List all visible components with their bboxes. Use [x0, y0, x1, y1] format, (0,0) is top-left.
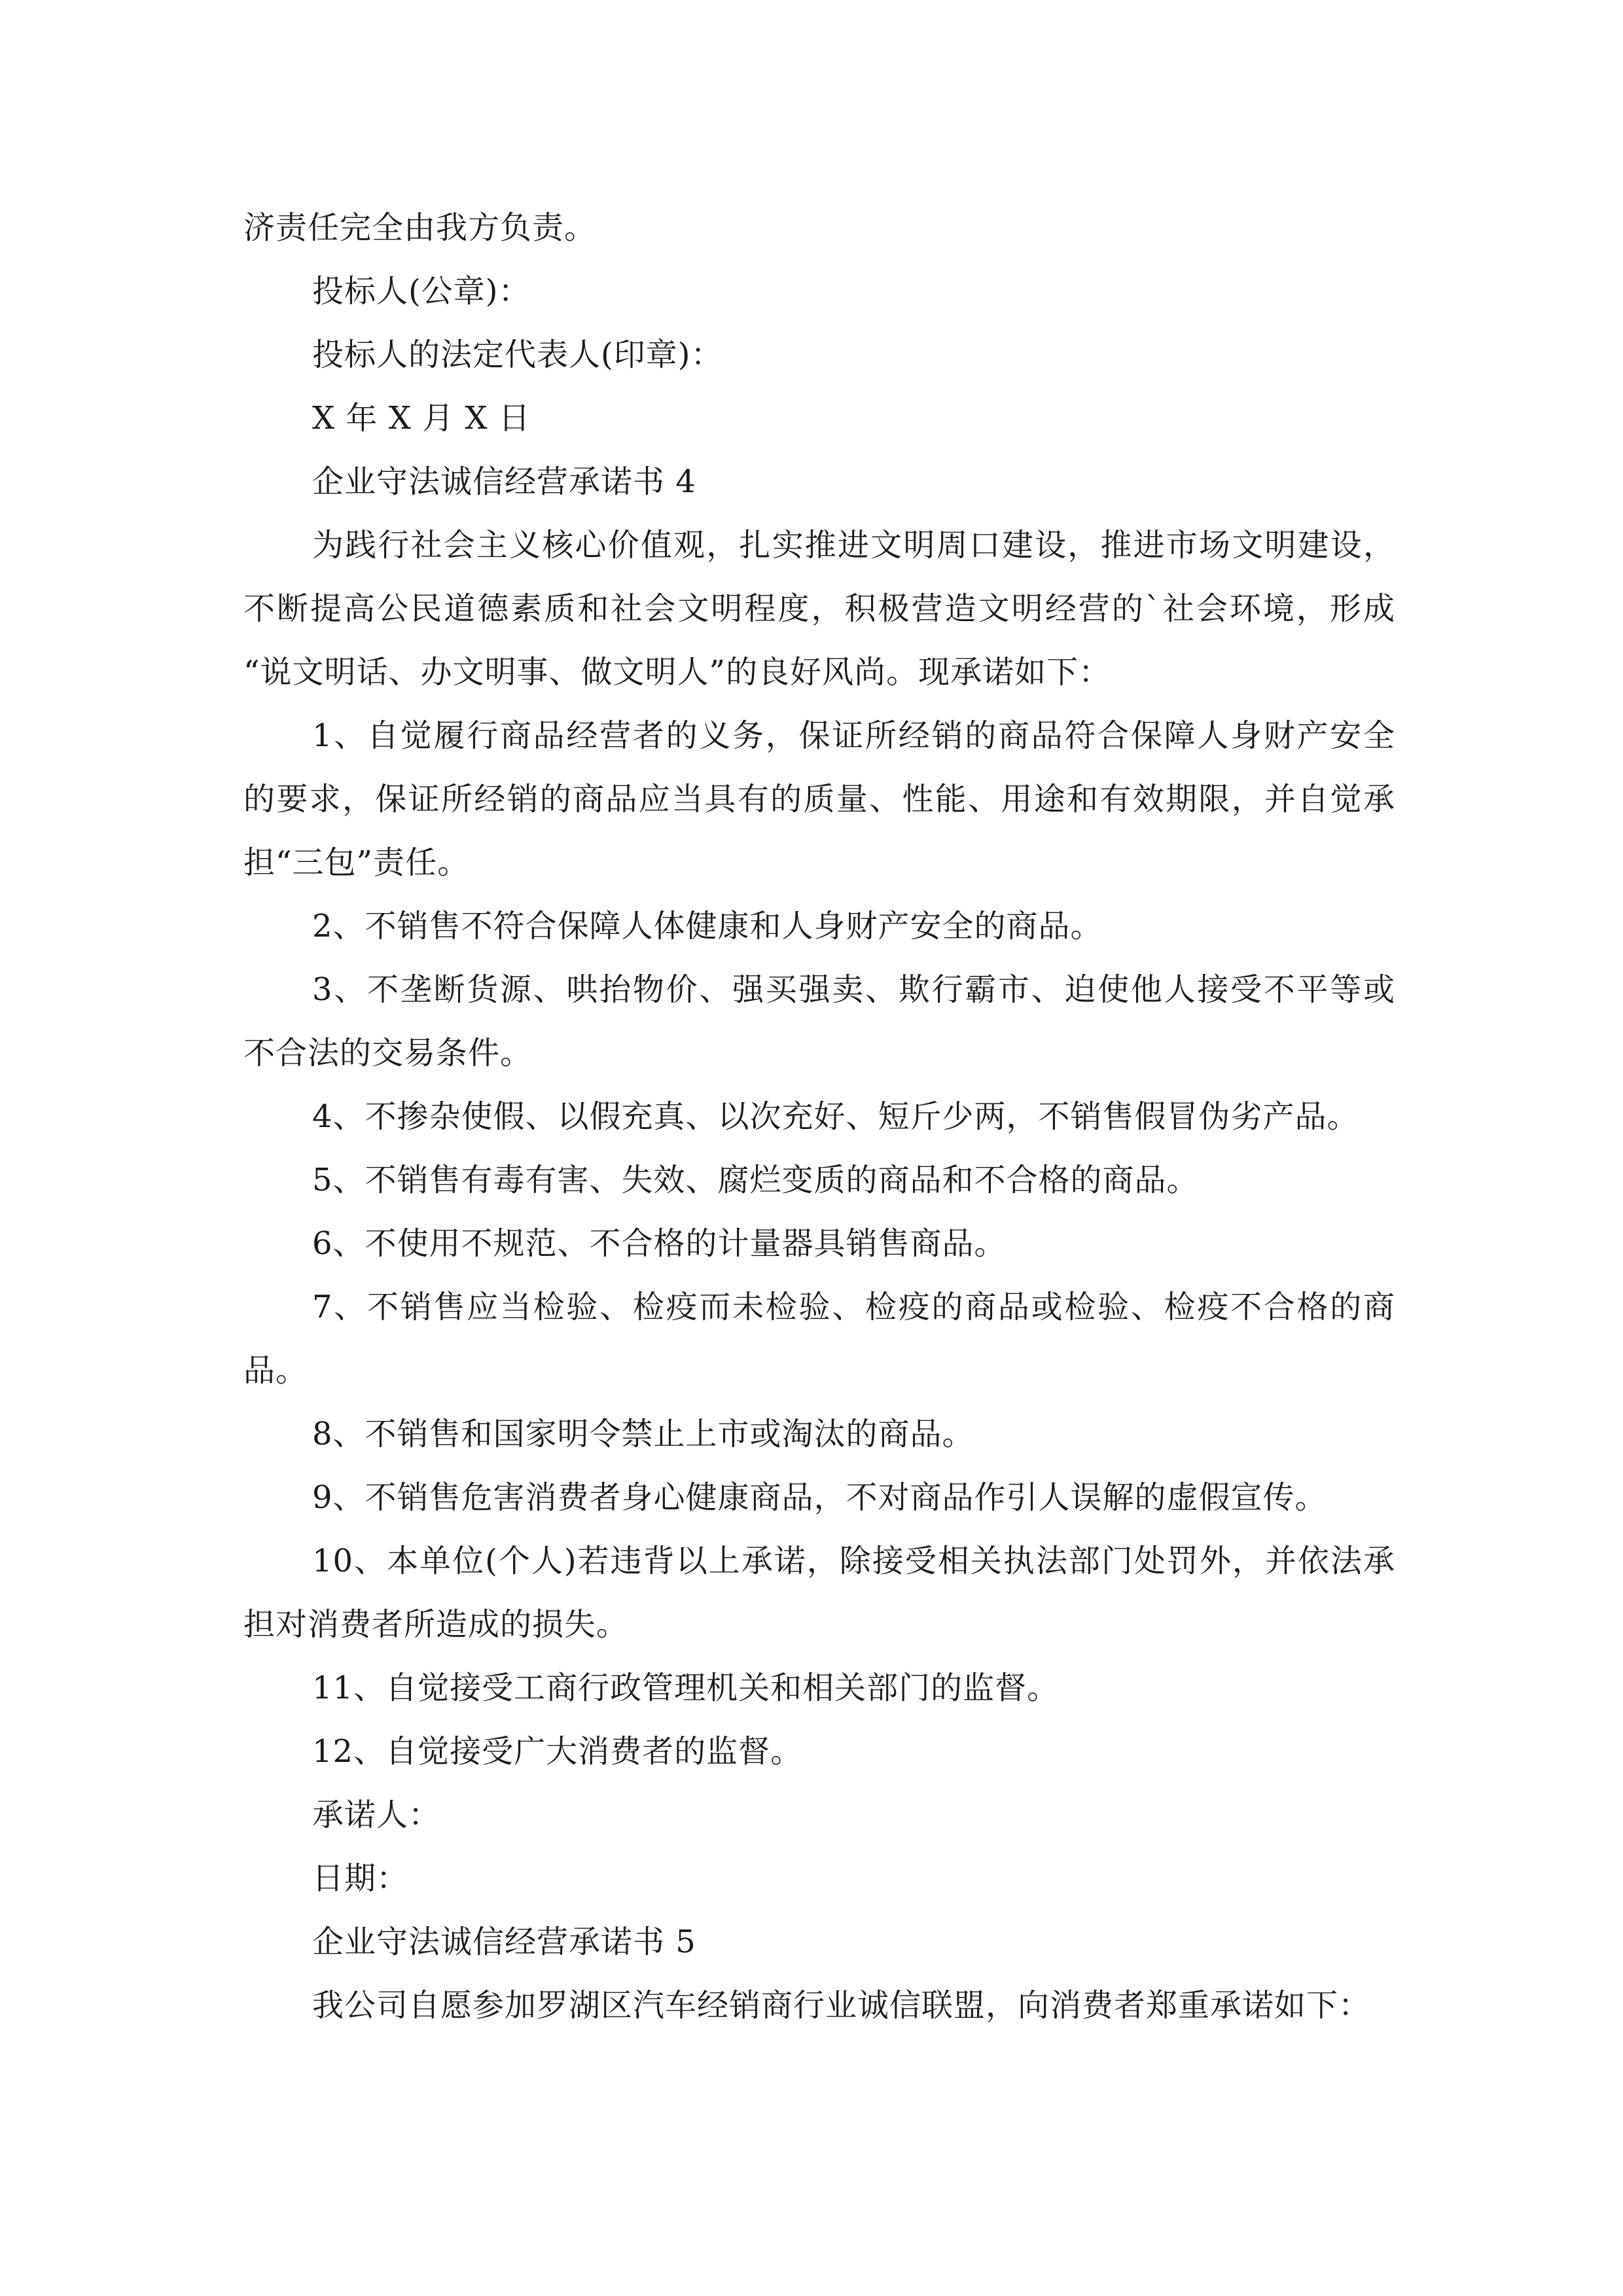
text-line: “说文明话、办文明事、做文明人”的良好风尚。现承诺如下： — [243, 654, 1111, 691]
document-body — [243, 196, 1395, 2037]
list-item: 4、不掺杂使假、以假充真、以次充好、短斤少两，不销售假冒伪劣产品。 — [312, 1098, 1359, 1135]
section-title: 企业守法诚信经营承诺书 4 — [312, 463, 696, 500]
section-title: 企业守法诚信经营承诺书 5 — [312, 1924, 696, 1960]
text-line: 品。 — [243, 1352, 308, 1389]
text-line: 不合法的交易条件。 — [243, 1035, 533, 1071]
list-item: 9、不销售危害消费者身心健康商品，不对商品作引人误解的虚假宣传。 — [312, 1479, 1327, 1516]
list-item: 8、不销售和国家明令禁止上市或淘汰的商品。 — [312, 1416, 974, 1452]
text-line: 担“三包”责任。 — [243, 844, 470, 881]
list-item: 11、自觉接受工商行政管理机关和相关部门的监督。 — [312, 1670, 1060, 1706]
list-item: 2、不销售不符合保障人体健康和人身财产安全的商品。 — [312, 908, 1103, 944]
date-label: 日期： — [312, 1860, 409, 1897]
text-line: 的要求，保证所经销的商品应当具有的质量、性能、用途和有效期限，并自觉承 — [243, 781, 1395, 817]
list-item: 3、不垄断货源、哄抬物价、强买强卖、欺行霸市、迫使他人接受不平等或 — [312, 971, 1395, 1008]
text-line: 投标人的法定代表人(印章)： — [312, 336, 723, 373]
date-line: X 年 X 月 X 日 — [312, 400, 531, 437]
text-line: 担对消费者所造成的损失。 — [243, 1606, 629, 1643]
list-item: 5、不销售有毒有害、失效、腐烂变质的商品和不合格的商品。 — [312, 1162, 1199, 1198]
signature-label: 承诺人： — [312, 1797, 441, 1833]
list-item: 12、自觉接受广大消费者的监督。 — [312, 1733, 803, 1770]
text-line: 为践行社会主义核心价值观，扎实推进文明周口建设，推进市场文明建设， — [312, 527, 1395, 564]
text-line: 投标人(公章)： — [312, 273, 531, 310]
list-item: 1、自觉履行商品经营者的义务，保证所经销的商品符合保障人身财产安全 — [312, 717, 1395, 754]
list-item: 6、不使用不规范、不合格的计量器具销售商品。 — [312, 1225, 1007, 1262]
list-item: 7、不销售应当检验、检疫而未检验、检疫的商品或检验、检疫不合格的商 — [312, 1289, 1395, 1325]
text-line: 不断提高公民道德素质和社会文明程度，积极营造文明经营的`社会环境，形成 — [243, 590, 1395, 627]
text-line: 济责任完全由我方负责。 — [243, 209, 597, 246]
text-line: 我公司自愿参加罗湖区汽车经销商行业诚信联盟，向消费者郑重承诺如下： — [312, 1987, 1371, 2024]
list-item: 10、本单位(个人)若违背以上承诺，除接受相关执法部门处罚外，并依法承 — [312, 1543, 1395, 1579]
